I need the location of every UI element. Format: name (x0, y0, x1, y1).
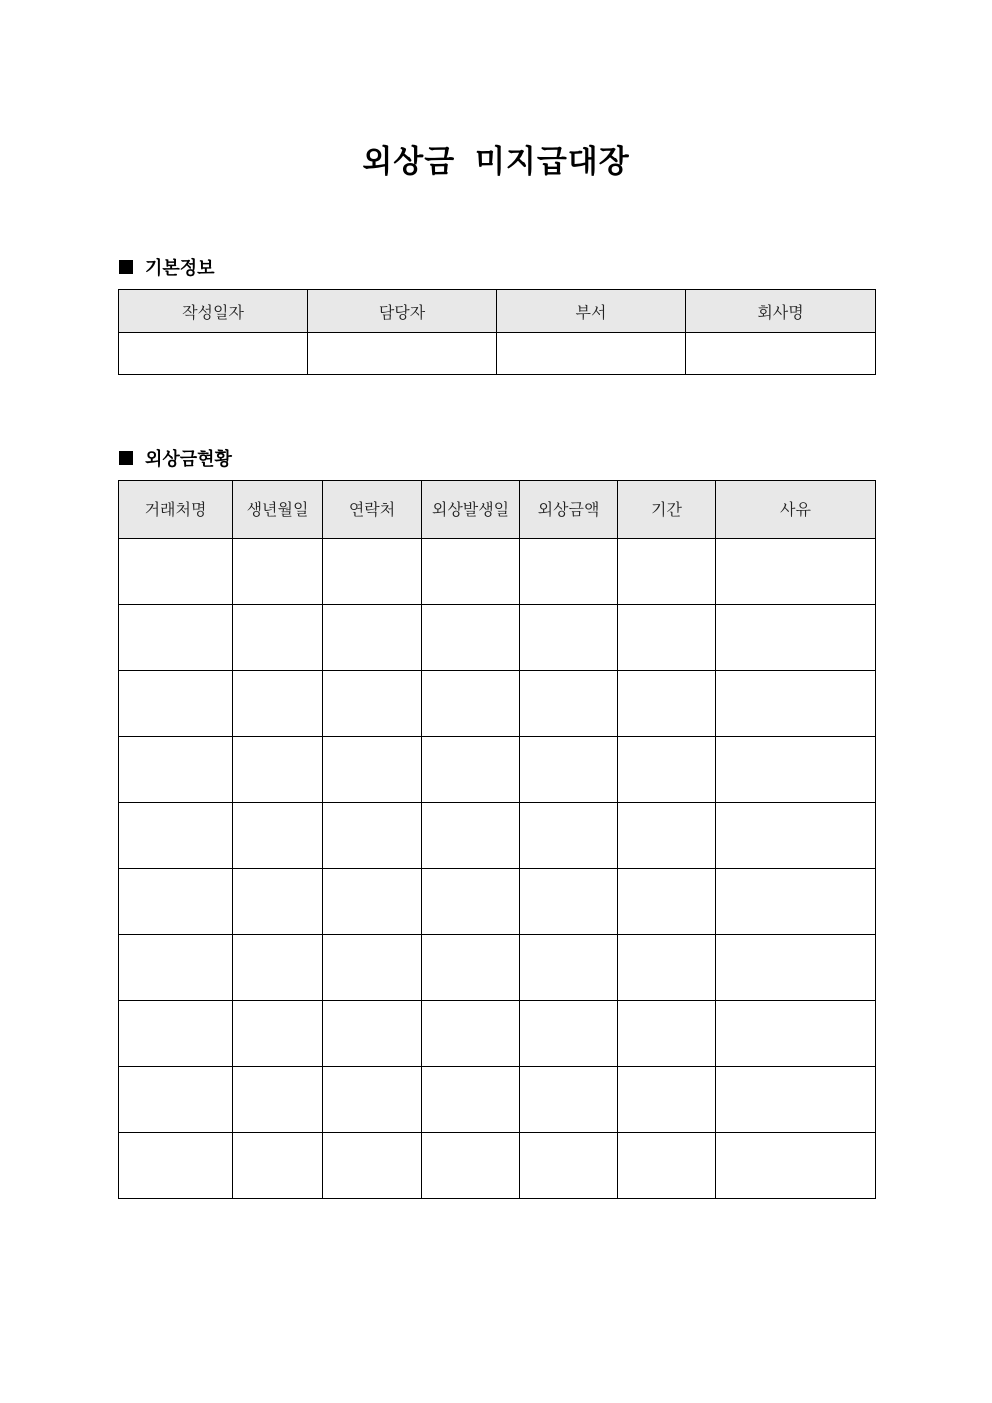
input-cell-credit-date[interactable] (422, 803, 520, 869)
header-cell-client: 거래처명 (119, 481, 233, 539)
table-row (119, 803, 876, 869)
header-cell-date: 작성일자 (119, 290, 308, 333)
input-cell-amount[interactable] (520, 605, 618, 671)
input-cell-client[interactable] (119, 869, 233, 935)
input-cell-birthdate[interactable] (233, 671, 323, 737)
input-cell-reason[interactable] (716, 737, 876, 803)
input-cell-department[interactable] (497, 333, 686, 375)
input-cell-credit-date[interactable] (422, 737, 520, 803)
input-cell-reason[interactable] (716, 1001, 876, 1067)
square-bullet-icon (119, 451, 133, 465)
header-cell-department: 부서 (497, 290, 686, 333)
header-cell-contact: 연락처 (323, 481, 422, 539)
input-cell-birthdate[interactable] (233, 539, 323, 605)
input-cell-date[interactable] (119, 333, 308, 375)
input-cell-company[interactable] (686, 333, 876, 375)
input-cell-period[interactable] (618, 869, 716, 935)
table-row (119, 671, 876, 737)
input-cell-reason[interactable] (716, 539, 876, 605)
input-cell-client[interactable] (119, 737, 233, 803)
input-cell-reason[interactable] (716, 1067, 876, 1133)
credit-status-rows (119, 539, 876, 1199)
table-row (119, 539, 876, 605)
section-heading-basic-info (119, 254, 215, 280)
input-cell-amount[interactable] (520, 803, 618, 869)
input-cell-credit-date[interactable] (422, 1067, 520, 1133)
input-cell-period[interactable] (618, 935, 716, 1001)
section-heading-label: 외상금현황 (145, 449, 232, 470)
header-cell-credit-date: 외상발생일 (422, 481, 520, 539)
input-cell-amount[interactable] (520, 737, 618, 803)
input-cell-birthdate[interactable] (233, 737, 323, 803)
input-cell-contact[interactable] (323, 869, 422, 935)
input-cell-client[interactable] (119, 1067, 233, 1133)
input-cell-client[interactable] (119, 539, 233, 605)
table-row (119, 1001, 876, 1067)
input-cell-period[interactable] (618, 605, 716, 671)
header-cell-period: 기간 (618, 481, 716, 539)
input-cell-birthdate[interactable] (233, 935, 323, 1001)
input-cell-client[interactable] (119, 1133, 233, 1199)
table-row (119, 935, 876, 1001)
input-cell-period[interactable] (618, 737, 716, 803)
input-cell-reason[interactable] (716, 803, 876, 869)
input-cell-contact[interactable] (323, 803, 422, 869)
input-cell-birthdate[interactable] (233, 1001, 323, 1067)
section-heading-label: 기본정보 (145, 258, 215, 279)
input-cell-contact[interactable] (323, 539, 422, 605)
input-cell-birthdate[interactable] (233, 1067, 323, 1133)
input-cell-manager[interactable] (308, 333, 497, 375)
table-row (119, 869, 876, 935)
input-cell-birthdate[interactable] (233, 1133, 323, 1199)
header-cell-manager: 담당자 (308, 290, 497, 333)
input-cell-reason[interactable] (716, 671, 876, 737)
input-cell-amount[interactable] (520, 1133, 618, 1199)
header-cell-birthdate: 생년월일 (233, 481, 323, 539)
header-cell-amount: 외상금액 (520, 481, 618, 539)
input-cell-contact[interactable] (323, 671, 422, 737)
input-cell-contact[interactable] (323, 1067, 422, 1133)
input-cell-amount[interactable] (520, 671, 618, 737)
page-title: 외상금 미지급대장 (362, 144, 630, 180)
header-cell-company: 회사명 (686, 290, 876, 333)
input-cell-credit-date[interactable] (422, 1001, 520, 1067)
credit-status-table (118, 480, 876, 1199)
input-cell-birthdate[interactable] (233, 869, 323, 935)
table-header-row (119, 290, 876, 333)
input-cell-client[interactable] (119, 935, 233, 1001)
input-cell-amount[interactable] (520, 869, 618, 935)
input-cell-credit-date[interactable] (422, 539, 520, 605)
input-cell-birthdate[interactable] (233, 803, 323, 869)
input-cell-period[interactable] (618, 803, 716, 869)
input-cell-period[interactable] (618, 1067, 716, 1133)
input-cell-period[interactable] (618, 671, 716, 737)
square-bullet-icon (119, 260, 133, 274)
input-cell-contact[interactable] (323, 605, 422, 671)
basic-info-table (118, 289, 876, 375)
input-cell-amount[interactable] (520, 1001, 618, 1067)
input-cell-client[interactable] (119, 671, 233, 737)
input-cell-credit-date[interactable] (422, 869, 520, 935)
header-cell-reason: 사유 (716, 481, 876, 539)
input-cell-period[interactable] (618, 1133, 716, 1199)
table-row (119, 1067, 876, 1133)
input-cell-client[interactable] (119, 605, 233, 671)
input-cell-reason[interactable] (716, 869, 876, 935)
input-cell-reason[interactable] (716, 605, 876, 671)
input-cell-credit-date[interactable] (422, 671, 520, 737)
input-cell-contact[interactable] (323, 737, 422, 803)
input-cell-credit-date[interactable] (422, 935, 520, 1001)
input-cell-reason[interactable] (716, 1133, 876, 1199)
input-cell-period[interactable] (618, 1001, 716, 1067)
table-row (119, 737, 876, 803)
input-cell-contact[interactable] (323, 935, 422, 1001)
input-cell-credit-date[interactable] (422, 605, 520, 671)
input-cell-period[interactable] (618, 539, 716, 605)
input-cell-reason[interactable] (716, 935, 876, 1001)
input-cell-contact[interactable] (323, 1133, 422, 1199)
table-row (119, 1133, 876, 1199)
input-cell-contact[interactable] (323, 1001, 422, 1067)
input-cell-client[interactable] (119, 803, 233, 869)
section-heading-status (119, 445, 232, 471)
input-cell-birthdate[interactable] (233, 605, 323, 671)
table-row (119, 605, 876, 671)
table-row (119, 333, 876, 375)
input-cell-amount[interactable] (520, 539, 618, 605)
table-header-row (119, 481, 876, 539)
input-cell-client[interactable] (119, 1001, 233, 1067)
input-cell-credit-date[interactable] (422, 1133, 520, 1199)
input-cell-amount[interactable] (520, 935, 618, 1001)
input-cell-amount[interactable] (520, 1067, 618, 1133)
